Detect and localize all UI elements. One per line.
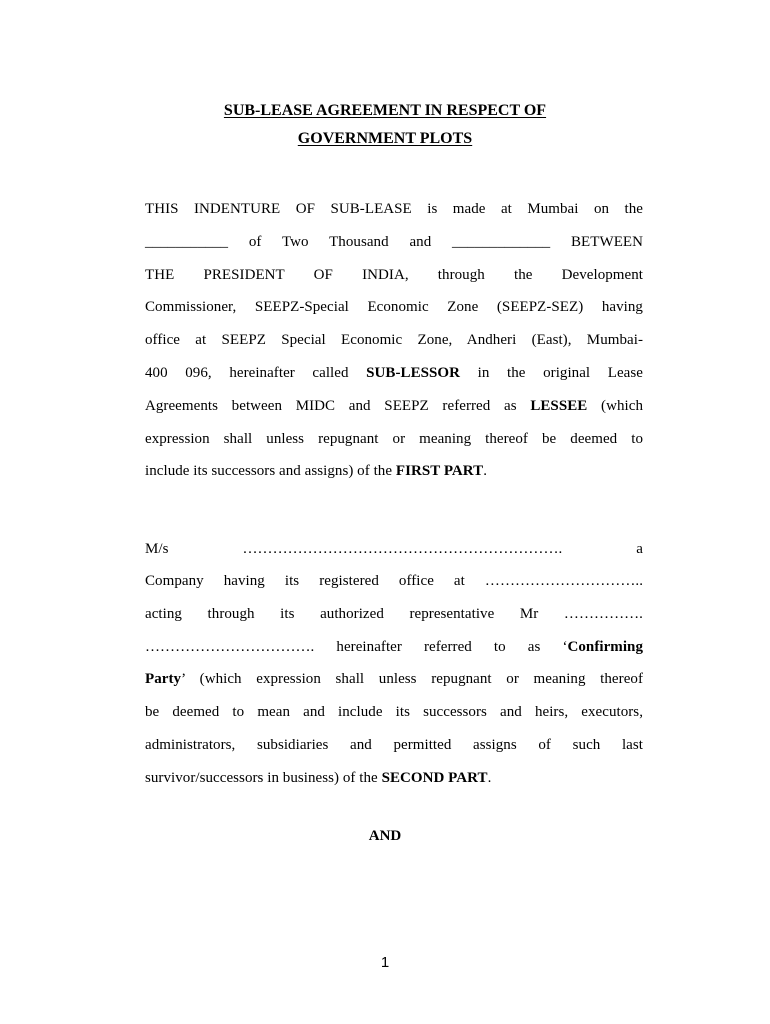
paragraph-1-line-8: expression shall unless repugnant or meaning thereof be deemed to: [145, 431, 643, 447]
document-title-line-2: GOVERNMENT PLOTS: [297, 130, 473, 147]
paragraph-2-line-2: Company having its registered office at …………………………..: [145, 573, 643, 589]
text-run: include its successors and assigns) of the: [145, 463, 396, 479]
paragraph-2-line-5: [145, 669, 643, 689]
lessee-term: LESSEE: [530, 398, 588, 414]
text-run: survivor/successors in business) of the: [145, 770, 382, 786]
first-part-term: FIRST PART: [395, 463, 484, 479]
text-run: (which: [587, 398, 643, 414]
paragraph-1-line-3: THE PRESIDENT OF INDIA, through the Development: [145, 267, 643, 283]
paragraph-2-line-7: administrators, subsidiaries and permitted assigns of such last: [145, 737, 643, 753]
paragraph-2-line-4: [145, 637, 643, 657]
paragraph-2-line-6: be deemed to mean and include its successors and heirs, executors,: [145, 704, 643, 720]
text-run: .: [487, 770, 492, 786]
document-title-line-1: SUB-LEASE AGREEMENT IN RESPECT OF: [223, 102, 547, 119]
paragraph-1-line-1: THIS INDENTURE OF SUB-LEASE is made at Mumbai on the: [145, 201, 643, 217]
text-run: ’ (which expression shall unless repugnant or meaning thereof: [181, 671, 643, 687]
paragraph-1-line-2: ___________ of Two Thousand and _____________ BETWEEN: [145, 234, 643, 250]
second-part-term: SECOND PART: [381, 770, 488, 786]
paragraph-1-line-6: [145, 363, 643, 383]
text-run: .: [483, 463, 488, 479]
paragraph-2-line-1: M/s ………………………………………………………. a: [145, 541, 643, 557]
paragraph-1-line-9: [145, 461, 643, 481]
paragraph-2-line-8: [145, 768, 643, 788]
paragraph-2-line-3: acting through its authorized representative Mr …………….: [145, 606, 643, 622]
text-run: Agreements between MIDC and SEEPZ referred as: [145, 398, 531, 414]
paragraph-1-line-5: office at SEEPZ Special Economic Zone, Andheri (East), Mumbai-: [145, 332, 643, 348]
text-run: 400 096, hereinafter called: [145, 365, 367, 381]
party-term: Party: [145, 671, 182, 687]
paragraph-1-line-4: Commissioner, SEEPZ-Special Economic Zone (SEEPZ-SEZ) having: [145, 299, 643, 315]
text-run: ……………………………. hereinafter referred to as ‘: [145, 639, 568, 655]
page-number: 1: [380, 954, 390, 971]
text-run: in the original Lease: [460, 365, 643, 381]
and-heading: AND: [368, 828, 402, 844]
paragraph-1-line-7: [145, 396, 643, 416]
confirming-term: Confirming: [567, 639, 643, 655]
sub-lessor-term: SUB-LESSOR: [366, 365, 461, 381]
